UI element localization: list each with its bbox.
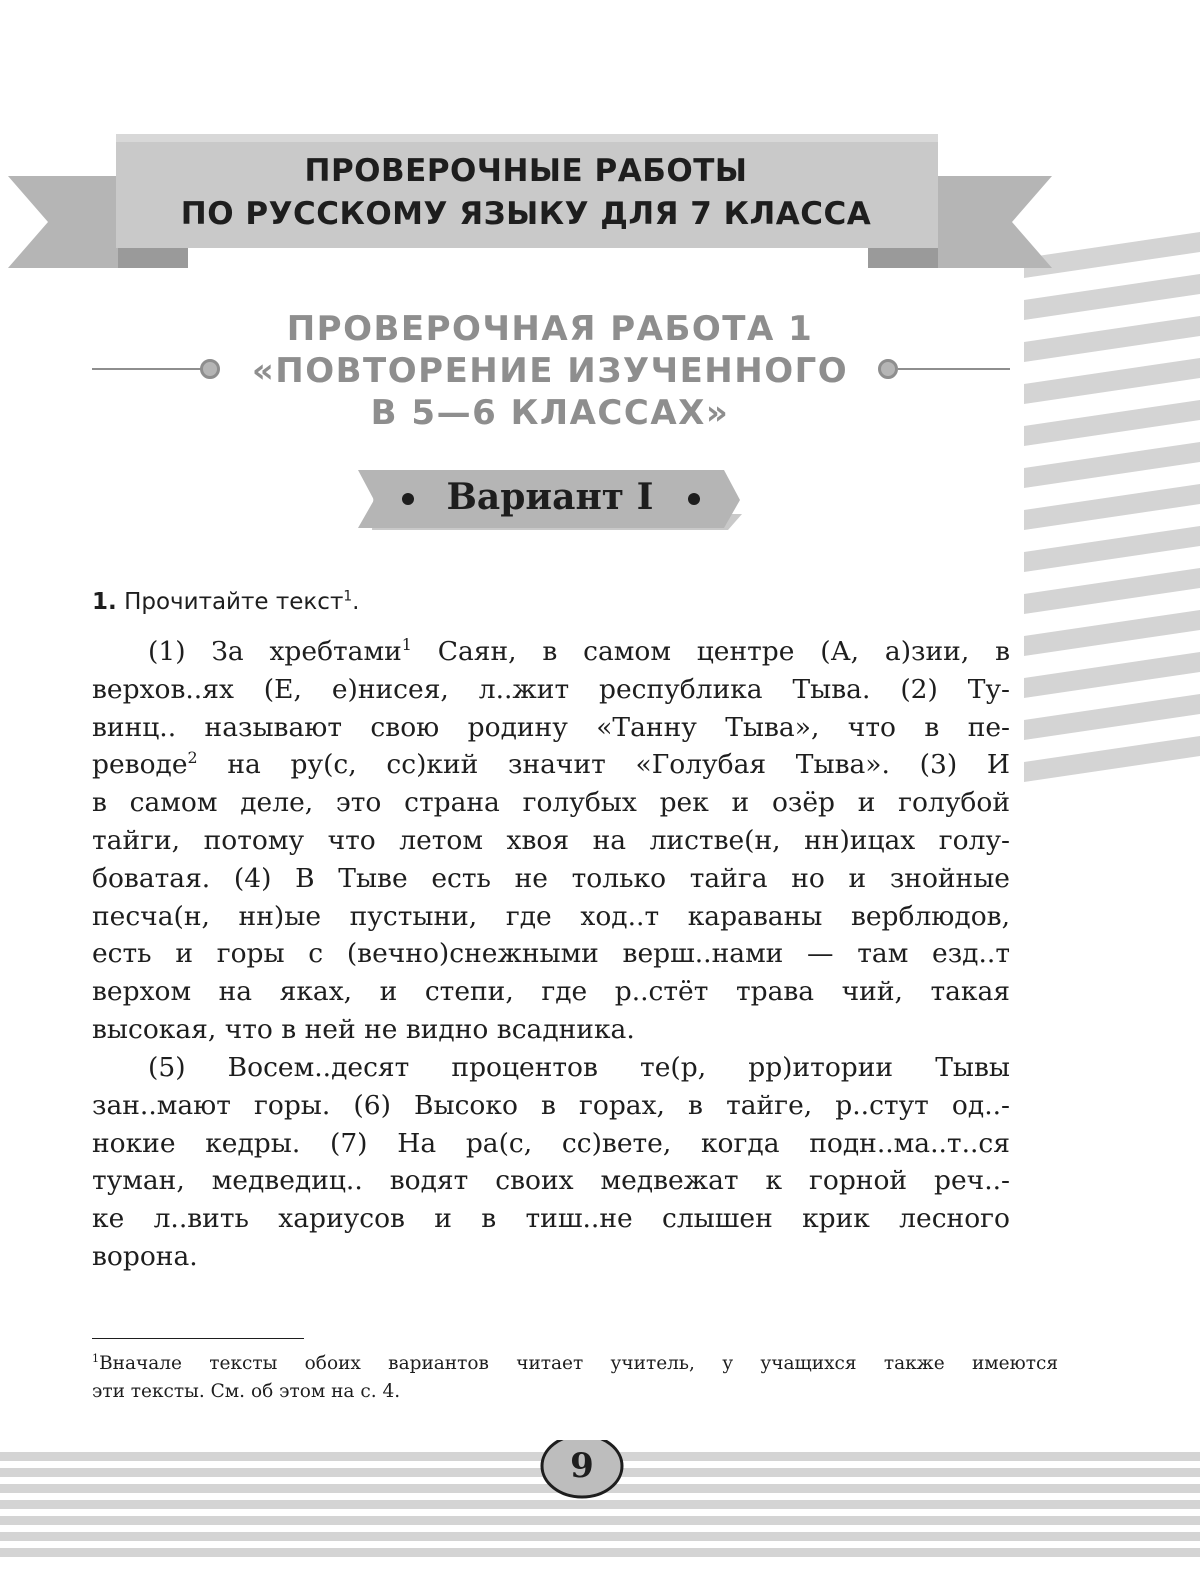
paragraph-line: ворона. [92,1240,198,1272]
paragraph-line: ке л..вить хариусов и в тиш..не слышен крик лесного [92,1203,1010,1235]
variant-label: Вариант I [446,476,654,518]
paragraph-line: (5) Восем..десят процентов те(р, рр)итории Тывы [148,1052,1010,1083]
paragraph-line: высокая, что в ней не видно всадника. [92,1013,635,1045]
work-title-line-2: «ПОВТОРЕНИЕ ИЗУЧЕННОГО [251,351,849,391]
variant-bullet-right [688,493,700,505]
paragraph-line [92,633,1010,671]
variant-ribbon [358,466,742,536]
banner-line-1: ПРОВЕРОЧНЫЕ РАБОТЫ [304,153,748,189]
footnote-line-2: эти тексты. См. об этом на с. 4. [92,1381,401,1402]
paragraph-line: есть и горы с (вечно)снежными верш..нами — там езд..т [92,938,1010,970]
task-instruction [92,585,359,619]
footnote-line-1 [92,1350,1058,1378]
line-segment: (1) За хребтами [148,636,402,667]
paragraph-line: боватая. (4) В Тыве есть не только тайга но и знойные [92,862,1010,894]
text-paragraph-1 [92,633,1010,1049]
paragraph-line [92,746,1010,784]
footnote-mark: 1 [92,1351,100,1365]
footnote-rule [92,1338,304,1339]
banner-line-2: ПО РУССКОМУ ЯЗЫКУ ДЛЯ 7 КЛАССА [180,196,872,232]
page-number: 9 [570,1446,594,1486]
header-banner [0,0,1200,290]
line-segment: реводе [92,749,188,781]
title-rule-right [898,368,1010,370]
task-end: . [352,589,360,615]
title-circle-right [878,359,898,379]
work-title-line-3: В 5—6 КЛАССАХ» [370,393,730,433]
paragraph-line: туман, медведиц.. водят своих медвежат к горной реч..- [92,1165,1010,1197]
line-segment: Саян, в самом центре (А, а)зии, в [411,636,1010,667]
paragraph-line: зан..мают горы. (6) Высоко в горах, в тайге, р..стут од..- [92,1089,1010,1121]
superscript-mark: 1 [401,635,412,655]
paragraph-line: в самом деле, это страна голубых рек и озёр и голубой [92,787,1010,819]
line-segment: на ру(с, сс)кий значит «Голубая Тыва». (3) И [197,749,1010,781]
paragraph-line: песча(н, нн)ые пустыни, где ход..т караваны верблюдов, [92,900,1010,932]
work-title [200,308,900,434]
paragraph-line: верхов..ях (Е, е)нисея, л..жит республика Тыва. (2) Ту- [92,673,1010,705]
text-paragraph-2 [92,1049,1010,1276]
title-circle-left [200,359,220,379]
task-footnote-mark: 1 [343,588,353,605]
work-title-line-1: ПРОВЕРОЧНАЯ РАБОТА 1 [286,309,814,349]
paragraph-line: нокие кедры. (7) На ра(с, сс)вете, когда подн..ма..т..ся [92,1127,1010,1159]
footnote-text: Вначале тексты обоих вариантов читает учитель, у учащихся также имеются [99,1353,1058,1374]
paragraph-line: верхом на яках, и степи, где р..стёт трава чий, такая [92,976,1010,1008]
paragraph-line: тайги, потому что летом хвоя на листве(н, нн)ицах голу- [92,824,1010,856]
task-text: Прочитайте текст [124,589,344,615]
task-number: 1. [92,589,117,615]
footnote [92,1350,1058,1406]
paragraph-line: винц.. называют свою родину «Танну Тыва», что в пе- [92,711,1010,743]
banner-title [116,150,936,236]
title-rule-left [92,368,202,370]
superscript-mark: 2 [187,748,198,768]
